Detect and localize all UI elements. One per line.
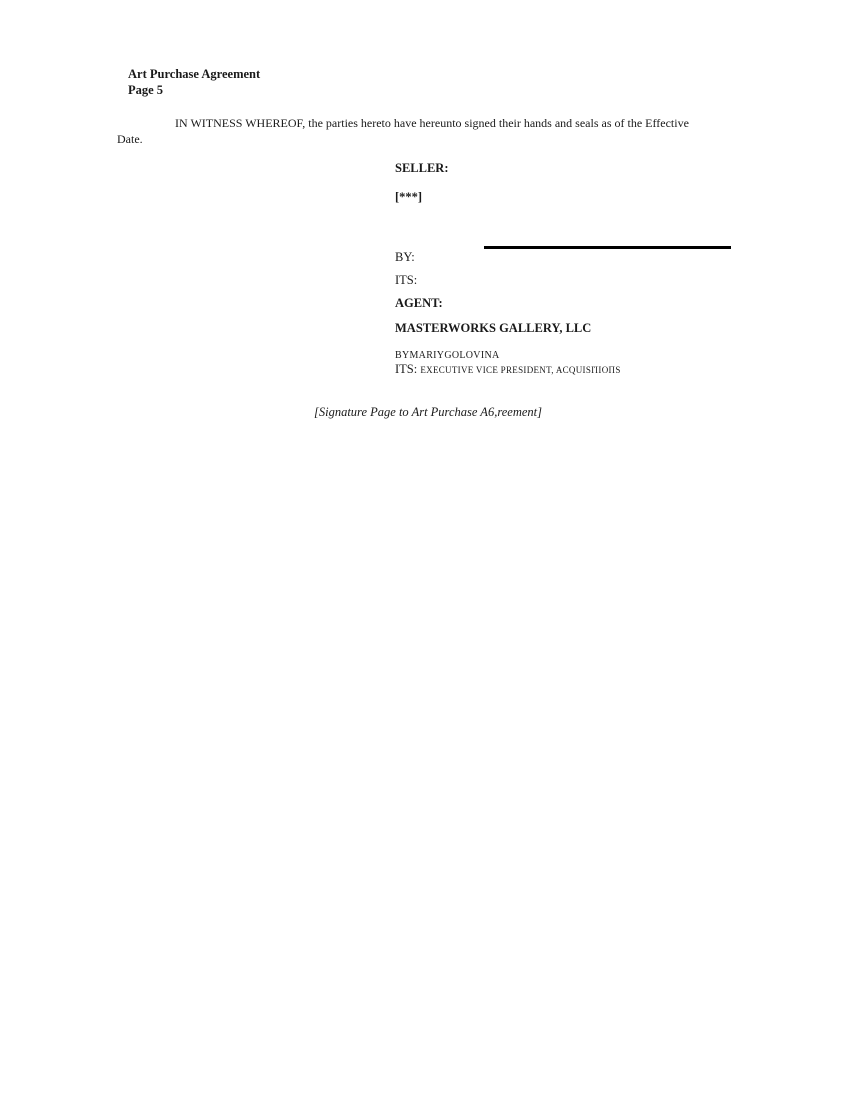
witness-line-1: IN WITNESS WHEREOF, the parties hereto have hereunto signed their hands and seals as of the Effective — [175, 116, 689, 130]
agent-name: MASTERWORKS GALLERY, LLC — [395, 321, 592, 335]
seller-signature-line — [484, 246, 731, 249]
agent-its-line — [395, 362, 621, 377]
agent-its-title: EXECUTIVE VICE PRESIDENT, ACQUISΙΊΙΟΠS — [420, 365, 621, 375]
agent-by-line: BYMARIYGOLOVINA — [395, 350, 500, 361]
seller-by-label: BY: — [395, 250, 415, 264]
page-number: Page 5 — [128, 82, 164, 97]
witness-paragraph — [117, 115, 727, 147]
seller-its-label: ITS: — [395, 273, 418, 287]
document-header — [128, 67, 260, 98]
witness-line-2: Date. — [117, 132, 143, 146]
signature-page-caption: [Signature Page to Art Purchase A6,reement] — [314, 405, 542, 419]
agent-label: AGENT: — [395, 296, 443, 310]
seller-name: [***] — [395, 190, 423, 204]
agent-its-label: ITS: — [395, 362, 418, 376]
seller-label: SELLER: — [395, 161, 449, 175]
document-title: Art Purchase Agreement — [128, 67, 261, 81]
